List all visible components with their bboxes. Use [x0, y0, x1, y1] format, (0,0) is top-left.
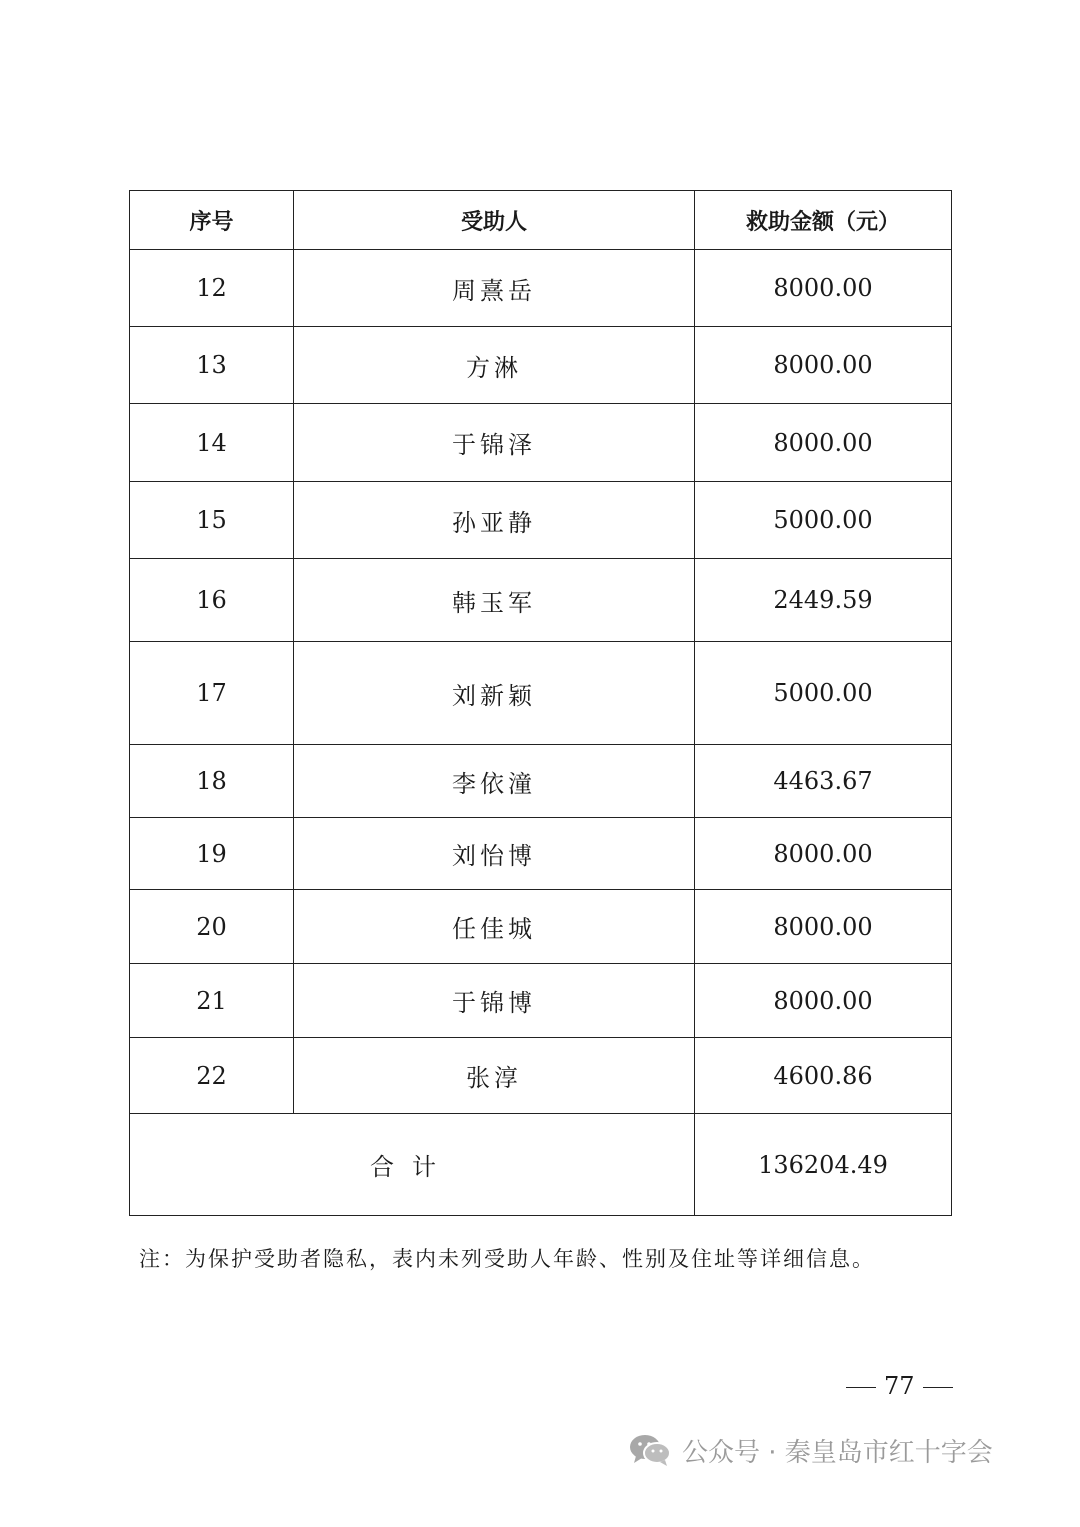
page-number: [838, 1372, 961, 1400]
row-name: 任佳城: [294, 890, 695, 964]
row-name: 方淋: [294, 327, 695, 404]
table-row: [130, 404, 952, 482]
privacy-note: 注：为保护受助者隐私，表内未列受助人年龄、性别及住址等详细信息。: [139, 1247, 875, 1271]
row-amount: 4600.86: [695, 1038, 952, 1114]
table-row: [130, 890, 952, 964]
row-index: 15: [130, 482, 294, 559]
row-name: 刘怡博: [294, 818, 695, 890]
row-index: 21: [130, 964, 294, 1038]
table-row: [130, 745, 952, 818]
table-header-row: [130, 191, 952, 250]
row-amount: 8000.00: [695, 404, 952, 482]
header-index: 序号: [130, 191, 294, 250]
row-index: 14: [130, 404, 294, 482]
row-amount: 8000.00: [695, 964, 952, 1038]
row-name: 韩玉军: [294, 559, 695, 642]
dash-right: [923, 1387, 953, 1389]
row-amount: 8000.00: [695, 818, 952, 890]
row-name: 孙亚静: [294, 482, 695, 559]
row-index: 20: [130, 890, 294, 964]
row-amount: 8000.00: [695, 250, 952, 327]
row-amount: 2449.59: [695, 559, 952, 642]
row-amount: 8000.00: [695, 327, 952, 404]
header-amount: 救助金额（元）: [695, 191, 952, 250]
row-name: 刘新颖: [294, 642, 695, 745]
row-index: 19: [130, 818, 294, 890]
table-row: [130, 327, 952, 404]
table-row: [130, 250, 952, 327]
total-label: 合计: [130, 1114, 695, 1216]
row-name: 李依潼: [294, 745, 695, 818]
row-name: 张淳: [294, 1038, 695, 1114]
row-index: 17: [130, 642, 294, 745]
dash-left: [846, 1387, 876, 1389]
row-amount: 5000.00: [695, 482, 952, 559]
page-number-value: 77: [884, 1372, 915, 1400]
row-index: 13: [130, 327, 294, 404]
row-index: 12: [130, 250, 294, 327]
watermark: [628, 1430, 993, 1470]
table-row: [130, 818, 952, 890]
row-amount: 4463.67: [695, 745, 952, 818]
row-name: 周熹岳: [294, 250, 695, 327]
wechat-icon: [628, 1432, 672, 1468]
total-amount: 136204.49: [695, 1114, 952, 1216]
table-row: [130, 964, 952, 1038]
table-row: [130, 482, 952, 559]
row-index: 22: [130, 1038, 294, 1114]
total-row: [130, 1114, 952, 1216]
row-name: 于锦博: [294, 964, 695, 1038]
row-index: 18: [130, 745, 294, 818]
row-amount: 8000.00: [695, 890, 952, 964]
aid-table: [129, 190, 952, 1216]
table-row: [130, 642, 952, 745]
row-name: 于锦泽: [294, 404, 695, 482]
table-row: [130, 559, 952, 642]
row-index: 16: [130, 559, 294, 642]
row-amount: 5000.00: [695, 642, 952, 745]
header-recipient: 受助人: [294, 191, 695, 250]
watermark-text: 公众号 · 秦皇岛市红十字会: [682, 1437, 993, 1468]
table-row: [130, 1038, 952, 1114]
